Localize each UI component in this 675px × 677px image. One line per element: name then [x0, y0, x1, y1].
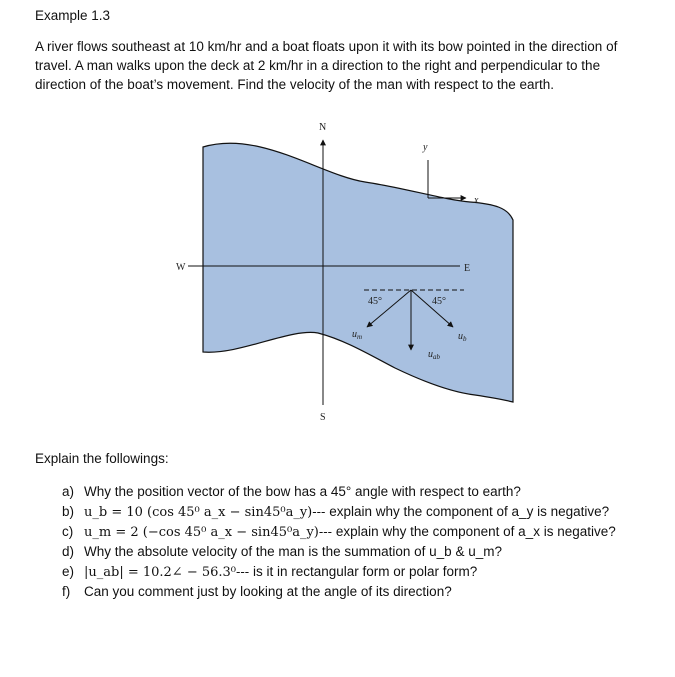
- question-text: explain why the component of a_x is negative?: [332, 524, 616, 539]
- explain-heading: Explain the followings:: [35, 451, 169, 466]
- question-math: u_m = 2 (−cos 45⁰ a_x − sin45⁰a_y)---: [84, 525, 333, 540]
- problem-line: travel. A man walks upon the deck at 2 km/hr in a direction to the right and perpendicular to the: [35, 58, 601, 73]
- question-text: is it in rectangular form or polar form?: [249, 564, 478, 579]
- question-item: [62, 582, 616, 602]
- question-label: d): [62, 544, 75, 559]
- angle-right-label: 45°: [432, 296, 446, 307]
- question-item: [62, 502, 616, 522]
- compass-west-label: W: [176, 262, 186, 273]
- example-title: Example 1.3: [35, 8, 111, 23]
- vector-ub-label: $u_b$: [458, 331, 467, 343]
- question-list: [62, 482, 616, 602]
- question-item: [62, 562, 616, 582]
- angle-left-label: 45°: [368, 296, 382, 307]
- river-diagram: [0, 110, 675, 435]
- question-label: f): [62, 584, 71, 599]
- compass-north-label: N: [319, 122, 327, 133]
- vector-um-label: $u_m$: [352, 329, 363, 341]
- question-label: c): [62, 524, 74, 539]
- question-text: Why the position vector of the bow has a 45° angle with respect to earth?: [84, 484, 521, 499]
- compass-east-label: E: [464, 263, 471, 274]
- question-item: [62, 482, 616, 502]
- question-item: [62, 542, 616, 562]
- problem-line: A river flows southeast at 10 km/hr and a boat floats upon it with its bow pointed in the direction of: [35, 39, 618, 54]
- compass-south-label: S: [320, 412, 326, 423]
- boat-x-label: x: [474, 195, 479, 206]
- question-label: a): [62, 484, 75, 499]
- question-label: b): [62, 504, 75, 519]
- problem-statement: [35, 37, 645, 94]
- problem-line: direction of the boat’s movement. Find the velocity of the man with respect to the earth.: [35, 77, 555, 92]
- question-text: Why the absolute velocity of the man is the summation of u_b & u_m?: [84, 544, 502, 559]
- question-math: |u_ab| = 10.2∠ − 56.3⁰---: [84, 565, 250, 580]
- vector-uab-label: $u_{ab}$: [428, 349, 440, 361]
- boat-y-label: y: [423, 142, 428, 153]
- question-text: Can you comment just by looking at the angle of its direction?: [84, 584, 452, 599]
- question-label: e): [62, 564, 75, 579]
- question-math: u_b = 10 (cos 45⁰ a_x − sin45⁰a_y)---: [84, 505, 326, 520]
- question-item: [62, 522, 616, 542]
- question-text: explain why the component of a_y is negative?: [325, 504, 610, 519]
